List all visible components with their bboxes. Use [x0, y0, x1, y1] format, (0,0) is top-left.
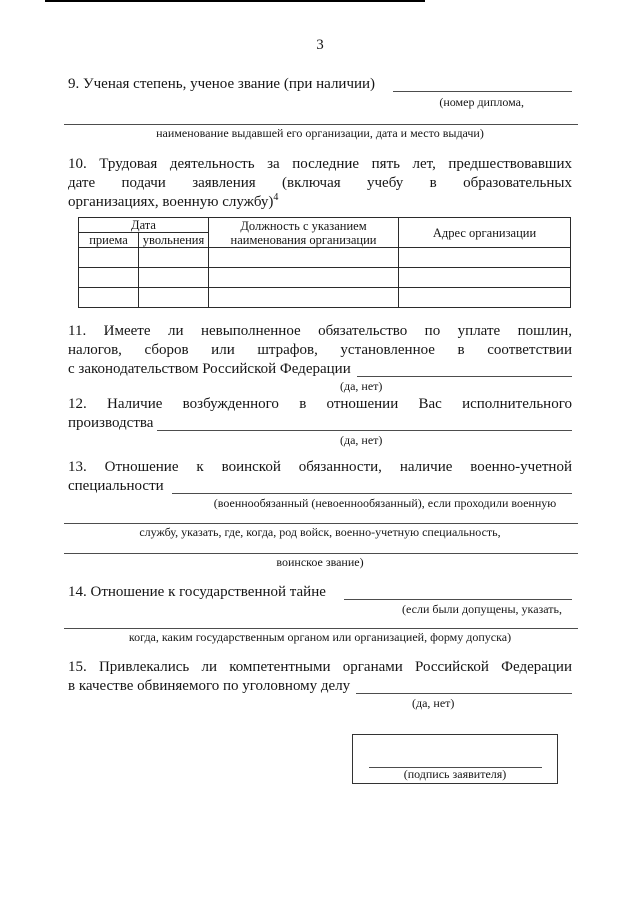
- item-12-line-1: 12. Наличие возбужденного в отношении Вас исполнительного: [68, 396, 572, 412]
- item-13-line-2: специальности: [68, 477, 572, 496]
- item-14-blank-line: [344, 585, 572, 600]
- item-15-line-2: в качестве обвиняемого по уголовному делу: [68, 677, 572, 696]
- item-13-blank-line: [172, 479, 572, 494]
- item-11-blank-line: [357, 362, 572, 377]
- scan-edge-artifact: [45, 0, 425, 2]
- signature-box: [352, 734, 558, 784]
- item-13-hint-service: службу, указать, где, когда, род войск, военно-учетную специальность,: [139, 525, 501, 539]
- item-13-blank-line-3: [64, 553, 578, 554]
- item-10: [68, 155, 572, 212]
- item-9-hint-diploma: (номер диплома,: [439, 95, 524, 109]
- item-14-label: 14. Отношение к государственной тайне: [68, 584, 326, 600]
- signature-hint: (подпись заявителя): [403, 767, 507, 781]
- item-13: [68, 458, 572, 496]
- item-11-hint-yes-no: (да, нет): [340, 379, 383, 393]
- header-address: Адрес организации: [399, 218, 571, 248]
- item-11: [68, 322, 572, 379]
- item-14-hint-clearance: (если были допущены, указать,: [402, 602, 562, 616]
- item-15-hint-yes-no: (да, нет): [412, 696, 455, 710]
- item-13-line-1: 13. Отношение к воинской обязанности, наличие военно-учетной: [68, 459, 572, 475]
- page-number: 3: [316, 37, 324, 53]
- item-9-blank-line: [393, 77, 572, 92]
- table-row: [79, 268, 571, 288]
- item-12: [68, 395, 572, 433]
- item-10-line-3: организациях, военную службу)$^4$: [68, 192, 279, 210]
- item-11-line-3: с законодательством Российской Федерации: [68, 360, 572, 379]
- item-9-hint-issuer: наименование выдавшей его организации, дата и место выдачи): [156, 126, 484, 140]
- item-9: [68, 75, 572, 94]
- item-10-line-1: 10. Трудовая деятельность за последние пять лет, предшествовавших: [68, 156, 572, 172]
- item-13-hint-rank: воинское звание): [276, 555, 364, 569]
- item-12-blank-line: [157, 416, 572, 431]
- item-15-blank-line: [356, 679, 572, 694]
- header-hired: приема: [79, 233, 139, 248]
- item-12-line-2: производства: [68, 414, 572, 433]
- header-fired: увольнения: [139, 233, 209, 248]
- item-11-line-2: налогов, сборов или штрафов, установленное в соответствии: [68, 342, 572, 358]
- item-13-hint-military-status: (военнообязанный (невоеннообязанный), если проходили военную: [213, 496, 557, 510]
- work-history-table: [78, 217, 571, 308]
- item-15: [68, 658, 572, 696]
- item-14: [68, 583, 572, 602]
- footnote-marker: 4: [273, 192, 279, 203]
- table-row: [79, 248, 571, 268]
- item-10-line-2: дате подачи заявления (включая учебу в образовательных: [68, 175, 572, 191]
- item-11-line-1: 11. Имеете ли невыполненное обязательство по уплате пошлин,: [68, 323, 572, 339]
- item-13-blank-line-2: [64, 523, 578, 524]
- table-row: [79, 288, 571, 308]
- table-header-row-1: [79, 218, 571, 233]
- item-14-hint-authority: когда, каким государственным органом или организацией, форму допуска): [128, 630, 512, 644]
- header-position: Должность с указанием наименования организации: [209, 218, 399, 248]
- header-date: Дата: [79, 218, 209, 233]
- item-9-blank-line-2: [64, 124, 578, 125]
- item-14-blank-line-2: [64, 628, 578, 629]
- item-9-label: 9. Ученая степень, ученое звание (при наличии): [68, 76, 376, 92]
- item-15-line-1: 15. Привлекались ли компетентными органами Российской Федерации: [68, 659, 572, 675]
- item-12-hint-yes-no: (да, нет): [340, 433, 383, 447]
